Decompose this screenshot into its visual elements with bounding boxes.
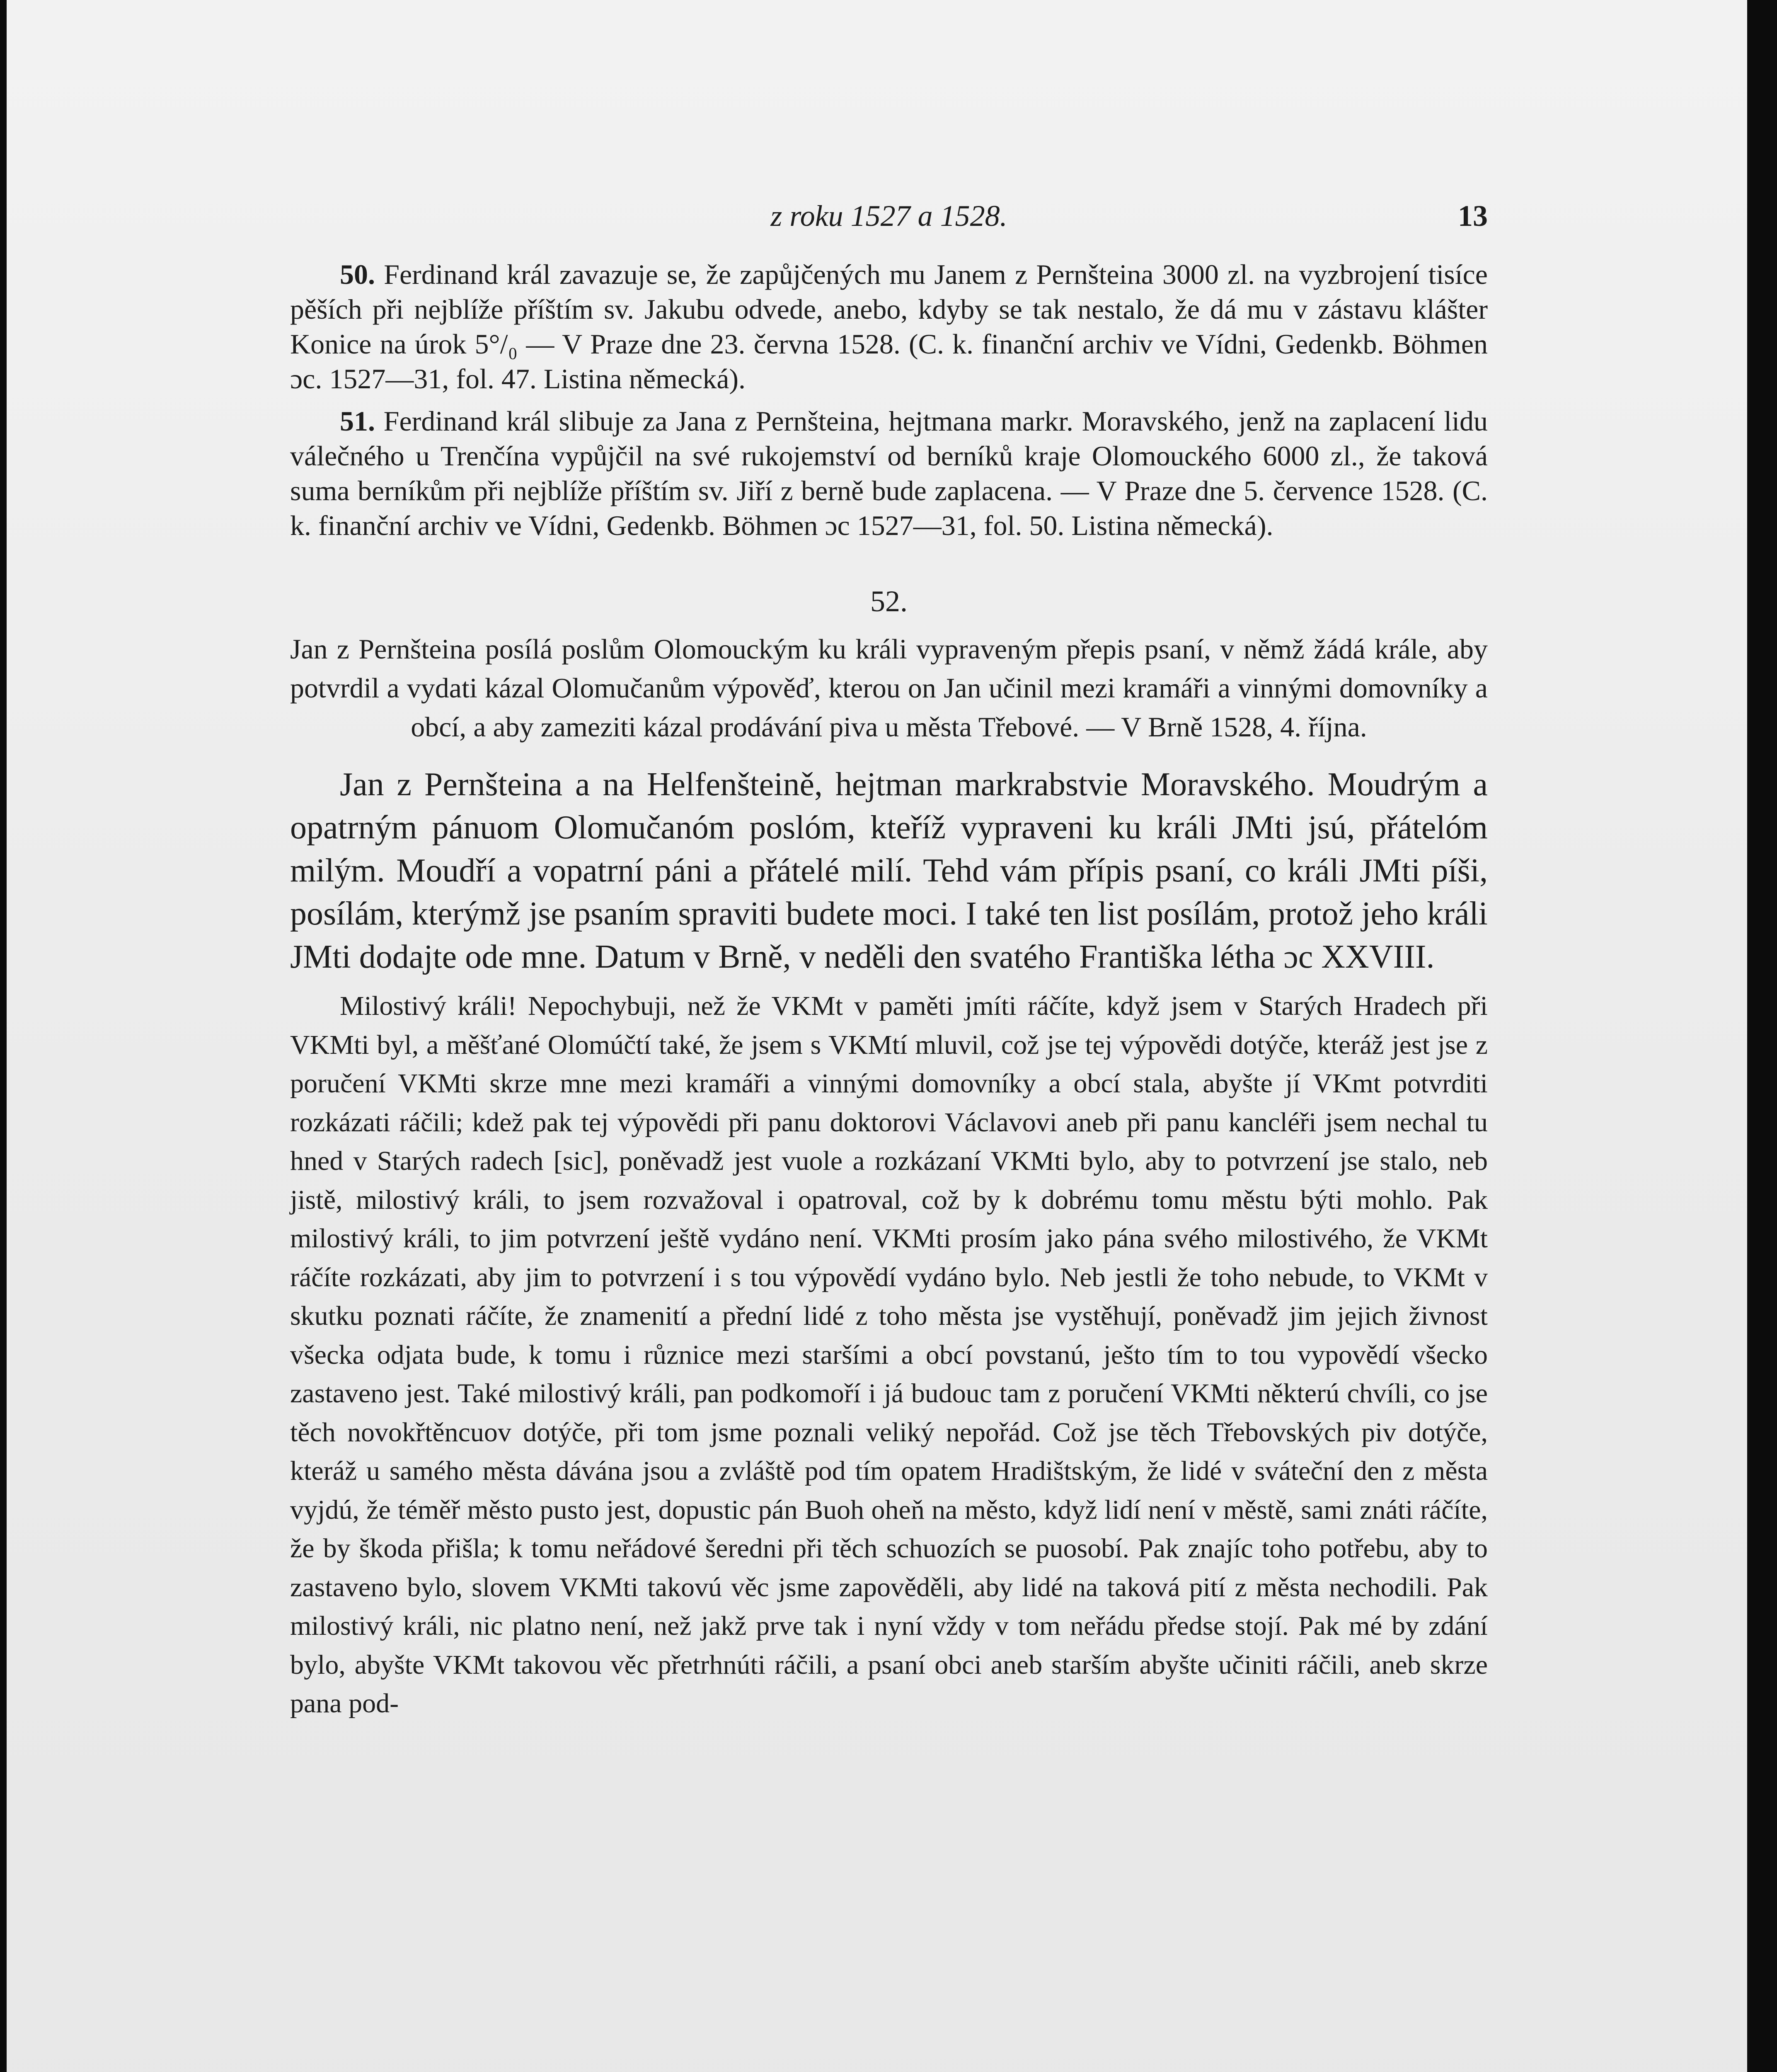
- entry-51: [290, 404, 1488, 543]
- entry-text: Ferdinand král slibuje za Jana z Pernšteina, hejtmana markr. Moravského, jenž na zaplacení lidu válečného u Trenčína vypůjčil na své rukojemství od berníků kraje Olomouckého 6000 zl., že taková suma berníkům při nejblíže příštím sv. Jiří z berně bude zaplacena. — V Praze dne 5. července 1528. (C. k. finanční archiv ve Vídni, Gedenkb. Böhmen ɔc 1527—31, fol. 50. Listina německá).: [290, 405, 1488, 541]
- letter-body: Milostivý králi! Nepochybuji, než že VKMt v paměti jmíti ráčíte, když jsem v Starých Hradech při VKMti byl, a měšťané Olomúčtí také, že jsem s VKMtí mluvil, což jse tej výpovědi dotýče, kteráž jest jse z poručení VKMti skrze mne mezi kramáři a vinnými domovníky a obcí stala, abyšte jí VKmt potvrditi rozkázati ráčili; kdež pak tej výpovědi při panu doktorovi Václavovi aneb při panu kancléři jsem nechal tu hned v Starých radech [sic], poněvadž jest vuole a rozkázaní VKMti bylo, aby to potvrzení jse stalo, neb jistě, milostivý králi, to jsem rozvažoval i opatroval, což by k dobrému tomu městu býti mohlo. Pak milostivý králi, to jim potvrzení ještě vydáno není. VKMti prosím jako pána svého milostivého, že VKMt ráčíte rozkázati, aby jim to potvrzení i s tou výpovědí vydáno bylo. Neb jestli že toho nebude, to VKMt v skutku poznati ráčíte, že znamenití a přední lidé z toho města jse vystěhují, poněvadž jim jejich živnost všecka odjata bude, k tomu i různice mezi staršími a obcí povstanú, ješto tím to tou vypovědí všecko zastaveno jest. Také milostivý králi, pan podkomoří i já budouc tam z poručení VKMti některú chvíli, co jse těch novokřtěncuov dotýče, při tom jsme poznali veliký nepořád. Což jse těch Třebovských piv dotýče, kteráž u samého města dávána jsou a zvláště pod tím opatem Hradištským, že lidé v sváteční den z města vyjdú, že téměř město pusto jest, dopustic pán Buoh oheň na město, když lidí není v městě, sami znáti ráčíte, že by škoda přišla; k tomu neřádové šeredni při těch schuozích se puosobí. Pak znajíc toho potřebu, aby to zastaveno bylo, slovem VKMti takovú věc jsme zapověděli, aby lidé na taková pití z města nechodili. Pak milostivý králi, nic platno není, než jakž prve tak i nyní vždy v tom neřádu předse stojí. Pak mé by zdání bylo, abyšte VKMt takovou věc přetrhnúti ráčili, a psaní obci aneb starším abyšte učiniti ráčili, aneb skrze pana pod-: [290, 991, 1488, 1719]
- scan-border-left: [0, 0, 7, 2072]
- entry-number: 51.: [340, 405, 375, 437]
- entry-text: Ferdinand král zavazuje se, že zapůjčených mu Janem z Pernšteina 3000 zl. na vyzbrojení tisíce pěších při nejblíže příštím sv. Jakubu odvede, anebo, kdyby se tak nestalo, že dá mu v zástavu klášter Konice na úrok 5°/₀ — V Praze dne 23. června 1528. (C. k. finanční archiv ve Vídni, Gedenkb. Böhmen ɔc. 1527—31, fol. 47. Listina německá).: [290, 259, 1488, 395]
- scan-border-right: [1747, 0, 1777, 2072]
- book-page: [290, 199, 1488, 1723]
- running-title: z roku 1527 a 1528.: [770, 199, 1007, 232]
- entry-number: 50.: [340, 259, 375, 290]
- page-number: 13: [1458, 199, 1488, 232]
- document-summary: Jan z Pernšteina posílá poslům Olomouckým ku králi vypraveným přepis psaní, v němž žádá krále, aby potvrdil a vydati kázal Olomučanům výpověď, kterou on Jan učinil mezi kramáři a vinnými domovníky a obcí, a aby zameziti kázal prodávání piva u města Třebové. — V Brně 1528, 4. října.: [290, 633, 1488, 743]
- letter-address: Jan z Pernšteina a na Helfenšteině, hejtman markrabstvie Moravského. Moudrým a opatrným pánuom Olomučanóm poslóm, kteříž vypraveni ku králi JMti jsú, přátelóm milým. Moudří a vopatrní páni a přátelé milí. Tehd vám přípis psaní, co králi JMti píši, posílám, kterýmž jse psaním spraviti budete moci. I také ten list posílám, protož jeho králi JMti dodajte ode mne. Datum v Brně, v neděli den svatého Františka létha ɔc XXVIII.: [290, 766, 1488, 975]
- page-header: [290, 199, 1488, 240]
- entry-50: [290, 257, 1488, 396]
- document-number: 52.: [870, 585, 908, 618]
